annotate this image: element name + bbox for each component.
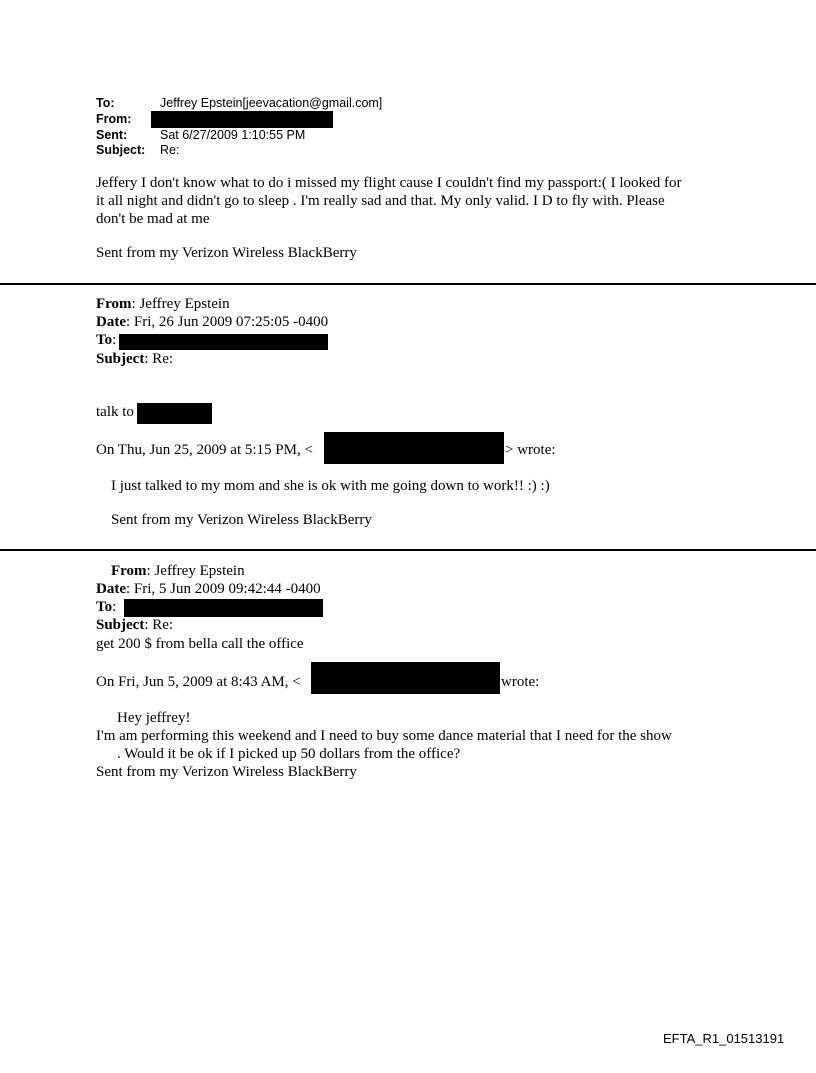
date-line: Date: Fri, 5 Jun 2009 09:42:44 -0400: [96, 581, 321, 597]
quote-greeting: Hey jeffrey!: [117, 710, 191, 726]
quote-body: I just talked to my mom and she is ok with me going down to work!! :) :): [111, 478, 550, 494]
divider: [0, 283, 816, 285]
subject-line: Subject: Re:: [96, 617, 174, 633]
from-line: From: Jeffrey Epstein: [96, 296, 230, 312]
body-text: get 200 $ from bella call the office: [96, 636, 304, 652]
body-line: Jeffery I don't know what to do i missed my flight cause I couldn't find my passport:( I looked for: [96, 175, 682, 191]
quote-signature: Sent from my Verizon Wireless BlackBerry: [96, 764, 357, 780]
redaction-block: [137, 403, 212, 424]
from-line: From: Jeffrey Epstein: [111, 563, 245, 579]
subject-line: Subject: Re:: [96, 351, 174, 367]
quote-header-start: On Thu, Jun 25, 2009 at 5:15 PM, <: [96, 442, 313, 458]
divider: [0, 549, 816, 551]
redaction-block: [119, 334, 328, 350]
quote-header-end: wrote:: [501, 674, 540, 690]
quote-line: I'm am performing this weekend and I need to buy some dance material that I need for the show: [96, 728, 672, 744]
quote-header-end: > wrote:: [505, 442, 556, 458]
signature: Sent from my Verizon Wireless BlackBerry: [96, 245, 357, 261]
to-value: Jeffrey Epstein[jeevacation@gmail.com]: [160, 96, 383, 110]
redaction-block: [124, 599, 323, 617]
body-line: don't be mad at me: [96, 211, 210, 227]
body-line: it all night and didn't go to sleep . I'm really sad and that. My only valid. I D to fly with. Please: [96, 193, 665, 209]
to-line: To:: [96, 332, 117, 348]
to-label: To:: [96, 96, 115, 110]
sent-value: Sat 6/27/2009 1:10:55 PM: [160, 128, 306, 142]
redaction-block: [151, 111, 333, 128]
sent-label: Sent:: [96, 128, 128, 142]
redaction-block: [324, 432, 504, 464]
subject-label: Subject:: [96, 143, 146, 157]
date-line: Date: Fri, 26 Jun 2009 07:25:05 -0400: [96, 314, 329, 330]
from-label: From:: [96, 112, 132, 126]
subject-value: Re:: [160, 143, 180, 157]
redaction-block: [311, 662, 500, 694]
quote-line: . Would it be ok if I picked up 50 dollars from the office?: [117, 746, 461, 762]
document-id: EFTA_R1_01513191: [663, 1031, 785, 1046]
quote-header-start: On Fri, Jun 5, 2009 at 8:43 AM, <: [96, 674, 301, 690]
to-line: To:: [96, 599, 117, 615]
quote-signature: Sent from my Verizon Wireless BlackBerry: [111, 512, 372, 528]
body-text: talk to: [96, 404, 134, 420]
